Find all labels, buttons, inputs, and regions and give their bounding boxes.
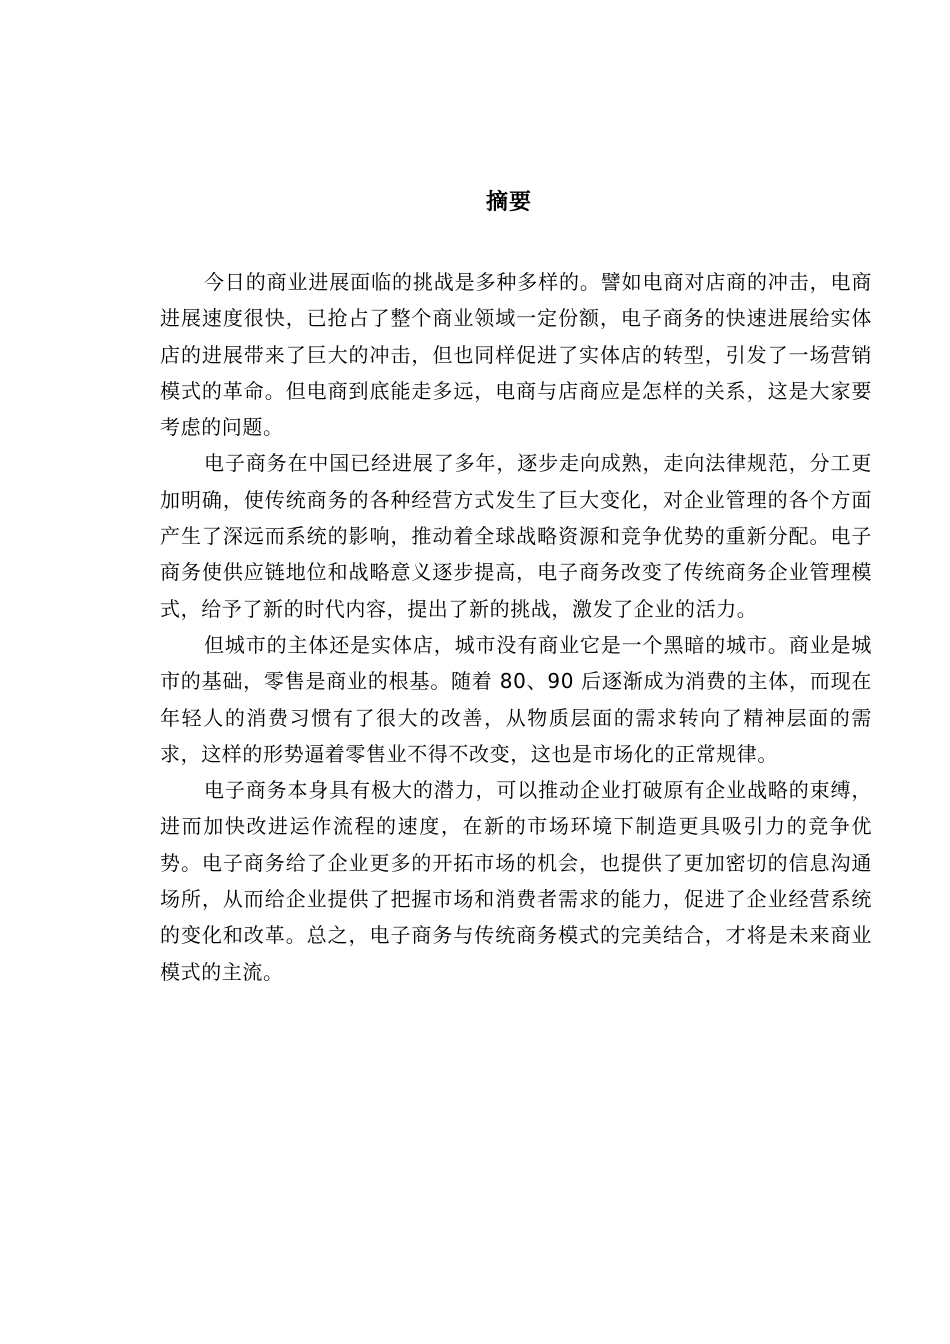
abstract-body (160, 264, 872, 990)
paragraph-4: 电子商务本身具有极大的潜力，可以推动企业打破原有企业战略的束缚，进而加快改进运作流程的速度，在新的市场环境下制造更具吸引力的竞争优势。电子商务给了企业更多的开拓市场的机会，也提供了更加密切的信息沟通场所，从而给企业提供了把握市场和消费者需求的能力，促进了企业经营系统的变化和改革。总之，电子商务与传统商务模式的完美结合，才将是未来商业模式的主流。 (160, 778, 872, 984)
paragraph-2: 电子商务在中国已经进展了多年，逐步走向成熟，走向法律规范，分工更加明确，使传统商务的各种经营方式发生了巨大变化，对企业管理的各个方面产生了深远而系统的影响，推动着全球战略资源和竞争优势的重新分配。电子商务使供应链地位和战略意义逐步提高，电子商务改变了传统商务企业管理模式，给予了新的时代内容，提出了新的挑战，激发了企业的活力。 (160, 451, 872, 621)
page-title: 摘要 (485, 190, 532, 215)
paragraph-3: 但城市的主体还是实体店，城市没有商业它是一个黑暗的城市。商业是城市的基础，零售是商业的根基。随着 80、90 后逐渐成为消费的主体，而现在年轻人的消费习惯有了很大的改善，从物质层面的需求转向了精神层面的需求，这样的形势逼着零售业不得不改变，这也是市场化的正常规律。 (160, 632, 872, 766)
paragraph-1: 今日的商业进展面临的挑战是多种多样的。譬如电商对店商的冲击，电商进展速度很快，已抢占了整个商业领域一定份额，电子商务的快速进展给实体店的进展带来了巨大的冲击，但也同样促进了实体店的转型，引发了一场营销模式的革命。但电商到底能走多远，电商与店商应是怎样的关系，这是大家要考虑的问题。 (160, 270, 872, 440)
